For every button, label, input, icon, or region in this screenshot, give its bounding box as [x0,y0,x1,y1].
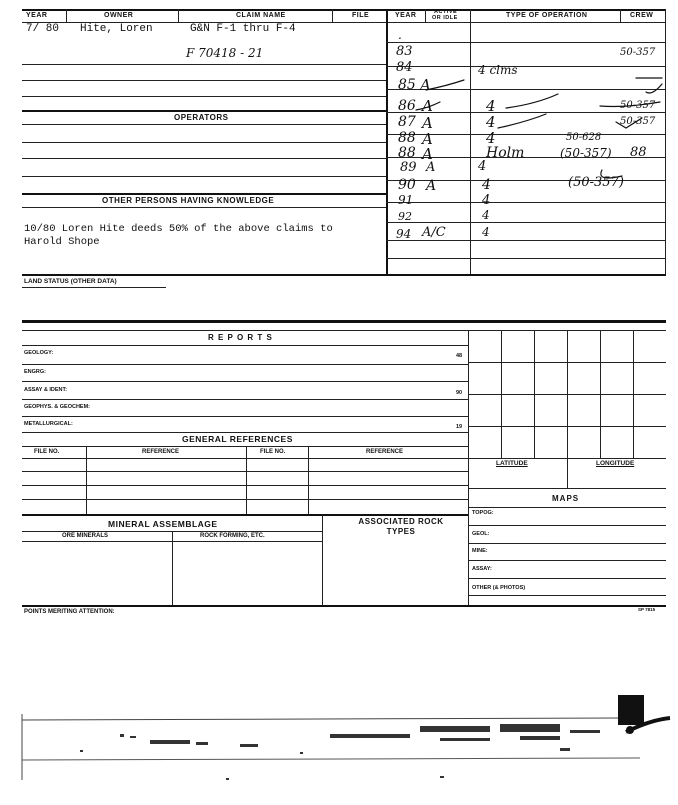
activity-note: (50-357) [560,146,612,160]
activity-year: 85 [398,77,416,93]
map-geol-label: GEOL: [472,531,490,537]
report-assay-label: ASSAY & IDENT: [24,387,68,393]
owner-header: OWNER [104,12,134,19]
report-geology-code: 48 [456,353,463,359]
file-header: FILE [352,12,370,19]
activity-note: 50-357 [620,116,656,127]
activity-year: 94 [396,227,412,241]
activity-year: 84 [396,60,413,75]
activity-type: 4 [478,159,487,174]
active-header: ACTIVE [434,9,458,15]
map-mine-label: MINE: [472,548,488,554]
ore-minerals-label: ORE MINERALS [62,533,109,539]
activity-status: A [422,114,433,132]
rock-forming-label: ROCK FORMING, ETC. [200,533,265,539]
ref-reference-header-2: REFERENCE [366,449,404,455]
form-code: SP 7815 [638,607,656,612]
activity-year-header: YEAR [395,12,417,19]
activity-type: 4 clms [478,63,518,77]
activity-type: 4 [482,225,490,239]
activity-status: A [426,160,436,175]
operators-label: OPERATORS [174,113,229,122]
map-assay-label: ASSAY: [472,566,492,572]
activity-year: . [398,28,402,42]
row-year: 7/ 80 [26,23,60,35]
activity-type: Holm [486,145,525,161]
activity-type: 4 [482,177,491,193]
activity-type: 4 [486,129,496,147]
activity-year: 87 [398,114,416,130]
associated-rock-types-label: ASSOCIATED ROCK TYPES [358,517,444,536]
row-claim-name: G&N F-1 thru F-4 [190,23,296,35]
reports-title: R E P O R T S [208,333,273,342]
report-metallurgical-code: 19 [456,424,463,430]
ref-file-no-header-2: FILE NO. [260,449,286,455]
row-owner: Hite, Loren [80,23,153,35]
map-other-label: OTHER (& PHOTOS) [472,585,526,591]
land-status-label: LAND STATUS (OTHER DATA) [24,278,117,285]
crew-header: CREW [630,12,654,19]
activity-status: A/C [422,225,446,240]
activity-note: (50-357) [568,175,624,190]
points-meriting-attention-label: POINTS MERITING ATTENTION: [24,609,115,615]
activity-year: 91 [398,193,414,207]
activity-year: 86 [398,98,416,114]
activity-note: 50-628 [566,132,602,143]
year-header: YEAR [26,12,48,19]
maps-title: MAPS [552,494,580,503]
activity-year: 88 [398,130,416,146]
activity-year: 88 [398,145,416,161]
activity-status: A [422,97,433,115]
map-topog-label: TOPOG: [472,510,494,516]
activity-status: A [420,76,431,94]
activity-year: 83 [396,44,413,59]
activity-type: 4 [486,97,496,115]
activity-status: A [422,145,433,163]
report-assay-code: 90 [456,390,463,396]
activity-status: A [426,178,437,194]
type-of-operation-header: TYPE OF OPERATION [506,12,588,19]
scan-noise-strip [0,690,678,800]
general-references-title: GENERAL REFERENCES [182,434,293,444]
report-engrg-label: ENGRG: [24,369,46,375]
activity-year: 92 [398,210,412,223]
remarks-text: 10/80 Loren Hite deeds 50% of the above claims to Harold Shope [24,223,333,248]
ref-reference-header: REFERENCE [142,449,180,455]
handwriting-strokes [386,22,666,272]
report-metallurgical-label: METALLURGICAL: [24,421,73,427]
activity-note: 50-357 [620,47,656,58]
margin-note: 88 [630,145,647,160]
report-geology-label: GEOLOGY: [24,350,54,356]
report-geophys-label: GEOPHYS. & GEOCHEM: [24,404,91,410]
longitude-label: LONGITUDE [596,460,635,467]
claim-name-header: CLAIM NAME [236,12,286,19]
latitude-label: LATITUDE [496,460,528,467]
mineral-assemblage-title: MINERAL ASSEMBLAGE [108,519,218,529]
activity-note: 50-357 [620,100,656,111]
activity-type: 4 [486,113,496,131]
file-number: F 70418 - 21 [186,46,264,60]
activity-status: A [422,130,433,148]
activity-year: 89 [400,160,417,175]
knowledge-label: OTHER PERSONS HAVING KNOWLEDGE [102,196,275,205]
or-idle-header: OR IDLE [432,15,458,21]
activity-type: 4 [482,208,490,222]
activity-year: 90 [398,177,416,193]
ref-file-no-header: FILE NO. [34,449,60,455]
activity-type: 4 [482,193,491,208]
